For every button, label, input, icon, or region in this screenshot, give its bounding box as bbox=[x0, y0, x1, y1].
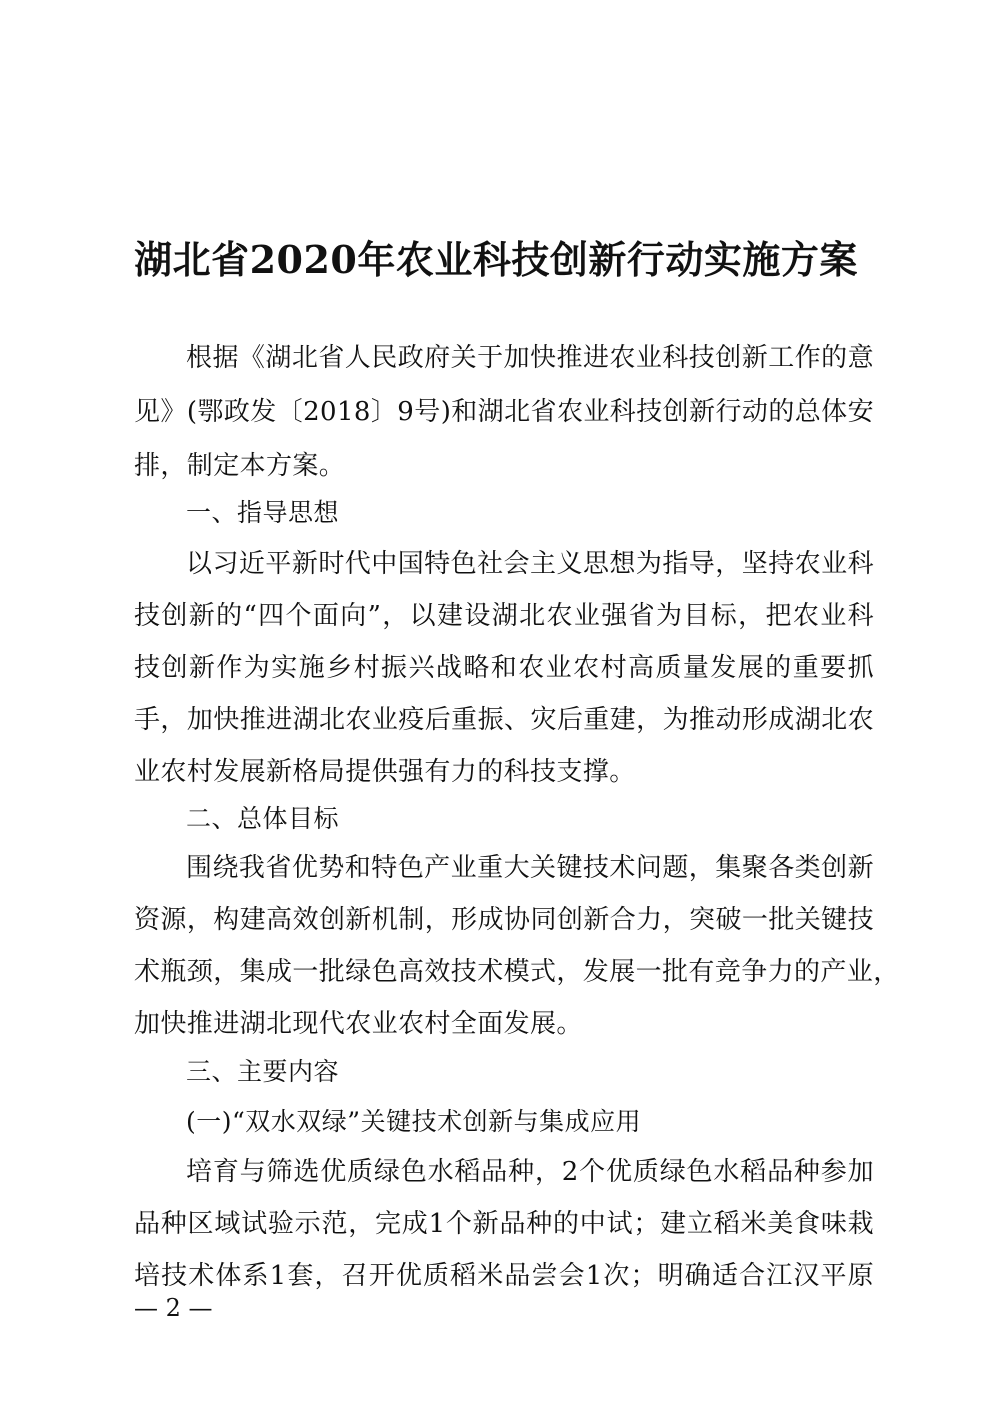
section3-subheading: (一)“双水双绿”关键技术创新与集成应用 bbox=[186, 1107, 642, 1136]
page-number: — 2 — bbox=[134, 1294, 213, 1322]
document-title: 湖北省2020年农业科技创新行动实施方案 bbox=[134, 237, 858, 282]
section1-heading: 一、指导思想 bbox=[186, 498, 340, 527]
section1-line-4: 手，加快推进湖北农业疫后重振、灾后重建，为推动形成湖北农 bbox=[134, 705, 874, 735]
intro-line-3: 排，制定本方案。 bbox=[134, 451, 346, 481]
intro-line-2: 见》(鄂政发〔2018〕9号)和湖北省农业科技创新行动的总体安 bbox=[134, 397, 874, 427]
section2-line-4: 加快推进湖北现代农业农村全面发展。 bbox=[134, 1009, 583, 1039]
section3-line-1: 培育与筛选优质绿色水稻品种，2个优质绿色水稻品种参加 bbox=[186, 1157, 874, 1187]
section2-line-1: 围绕我省优势和特色产业重大关键技术问题，集聚各类创新 bbox=[186, 853, 874, 883]
section2-line-3: 术瓶颈，集成一批绿色高效技术模式，发展一批有竞争力的产业， bbox=[134, 957, 900, 987]
section1-line-1: 以习近平新时代中国特色社会主义思想为指导，坚持农业科 bbox=[186, 549, 874, 579]
section1-line-2: 技创新的“四个面向”，以建设湖北农业强省为目标，把农业科 bbox=[134, 601, 874, 631]
section3-line-3: 培技术体系1套，召开优质稻米品尝会1次；明确适合江汉平原 bbox=[134, 1261, 874, 1291]
section3-line-2: 品种区域试验示范，完成1个新品种的中试；建立稻米美食味栽 bbox=[134, 1209, 874, 1239]
section1-line-5: 业农村发展新格局提供强有力的科技支撑。 bbox=[134, 757, 636, 787]
intro-line-1: 根据《湖北省人民政府关于加快推进农业科技创新工作的意 bbox=[186, 343, 874, 373]
section2-heading: 二、总体目标 bbox=[186, 804, 340, 833]
section1-line-3: 技创新作为实施乡村振兴战略和农业农村高质量发展的重要抓 bbox=[134, 653, 874, 683]
section2-line-2: 资源，构建高效创新机制，形成协同创新合力，突破一批关键技 bbox=[134, 905, 874, 935]
section3-heading: 三、主要内容 bbox=[186, 1057, 340, 1086]
